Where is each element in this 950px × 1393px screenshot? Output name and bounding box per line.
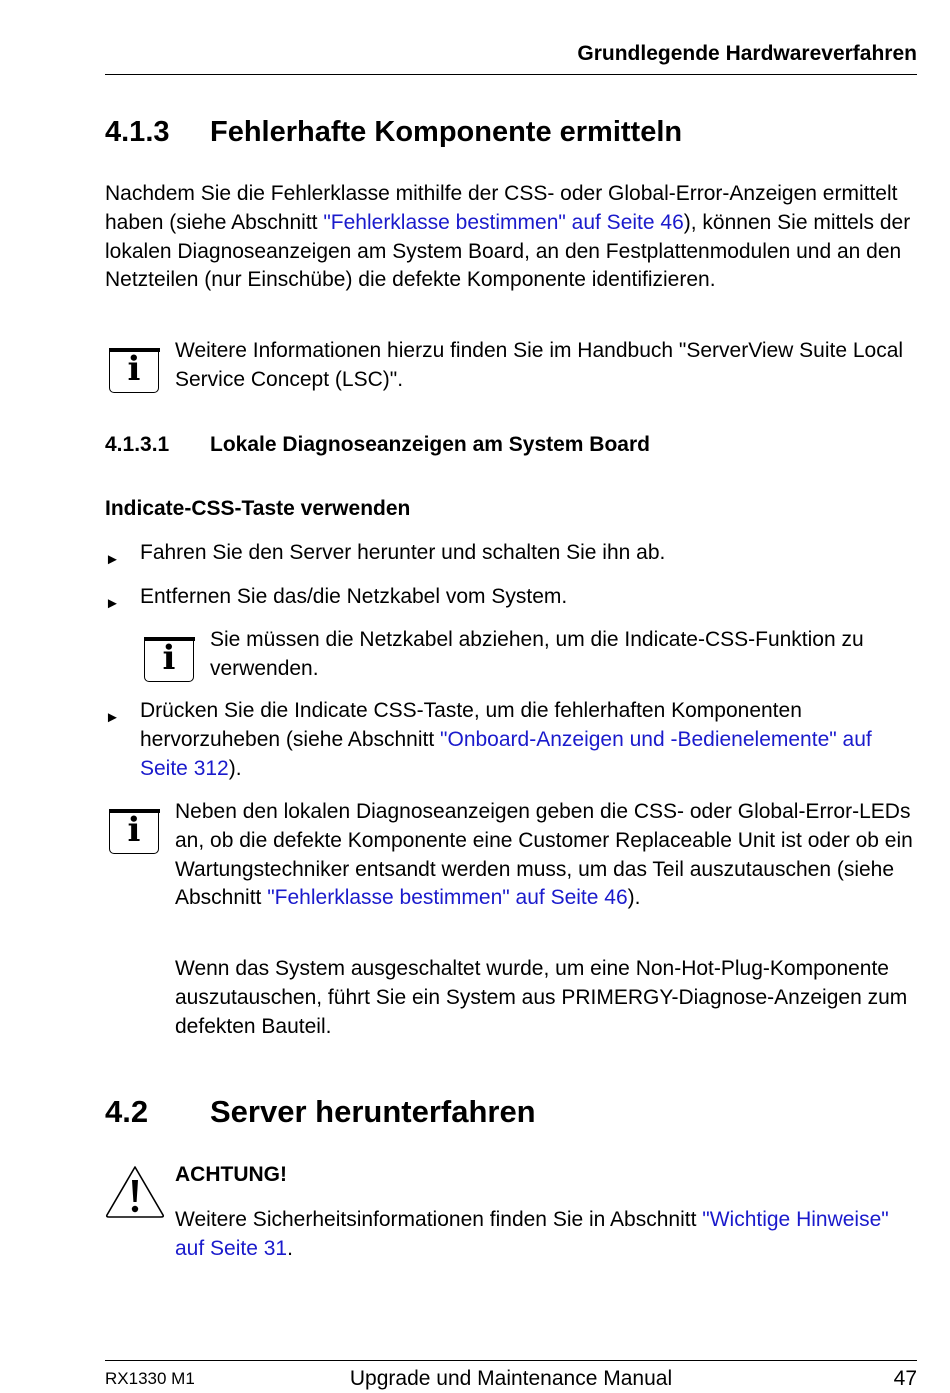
- section-title: Server herunterfahren: [210, 1094, 536, 1129]
- section-title: Fehlerhafte Komponente ermitteln: [210, 116, 683, 148]
- bullet-arrow-icon: ►: [105, 595, 120, 612]
- section-number: 4.2: [105, 1094, 149, 1129]
- footer-page-number: 47: [893, 1367, 917, 1390]
- step-remove-cable: [105, 583, 917, 613]
- step-text: Fahren Sie den Server herunter und schalten Sie ihn ab.: [140, 541, 666, 564]
- step-text: Entfernen Sie das/die Netzkabel vom System.: [140, 585, 568, 608]
- info-icon: i: [109, 348, 159, 393]
- note-unplug-cables: Sie müssen die Netzkabel abziehen, um die Indicate-CSS-Funktion zu verwenden.: [210, 628, 864, 680]
- step-shutdown: [105, 539, 917, 569]
- page-footer: [105, 1360, 917, 1393]
- note-non-hot-plug: Wenn das System ausgeschaltet wurde, um eine Non-Hot-Plug-Komponente auszutauschen, führt Sie ein System aus PRIMERGY-Diagnose-Anzeigen zum defekten Bauteil.: [175, 957, 908, 1038]
- bullet-arrow-icon: ►: [105, 709, 120, 726]
- intro-paragraph: [105, 180, 917, 295]
- intro-text-2: ), können Sie mittels der lokalen Diagnoseanzeigen am System Board, an den Festplattenmodulen und an den Netzteilen (nur Einschübe) die defekte Komponente identifizieren.: [105, 210, 911, 292]
- bullet-arrow-icon: ►: [105, 551, 120, 568]
- caution-text: Weitere Sicherheitsinformationen finden Sie in Abschnitt "Wichtige Hinweise" auf Seite 31.: [175, 1208, 889, 1260]
- link-fehlerklasse-bestimmen[interactable]: "Fehlerklasse bestimmen" auf Seite 46: [323, 210, 684, 234]
- section-heading-4-1-3: [105, 116, 917, 152]
- link-wichtige-hinweise[interactable]: "Wichtige Hinweise" auf Seite 31: [175, 1208, 889, 1260]
- intro-text-1: Nachdem Sie die Fehlerklasse mithilfe der CSS- oder Global-Error-Anzeigen ermittelt haben (siehe Abschnitt: [105, 182, 898, 234]
- note-css-leds: Neben den lokalen Diagnoseanzeigen geben die CSS- oder Global-Error-LEDs an, ob die defekte Komponente eine Customer Replaceable Unit ist oder ob ein Wartungstechniker entsandt werden muss, um das Teil auszutauschen (siehe Abschnitt "Fehlerklasse bestimmen" auf Seite 46).: [175, 800, 913, 910]
- caution-label: ACHTUNG!: [175, 1163, 287, 1186]
- section-number: 4.1.3.1: [105, 433, 170, 456]
- footer-model: RX1330 M1: [105, 1369, 195, 1388]
- section-heading-4-2: [105, 1094, 917, 1130]
- step-text: Drücken Sie die Indicate CSS-Taste, um die fehlerhaften Komponenten hervorzuheben (siehe Abschnitt "Onboard-Anzeigen und -Bedienelemente" auf Seite 312).: [140, 699, 872, 780]
- section-heading-4-1-3-1: [105, 433, 917, 461]
- subheading-indicate-css: Indicate-CSS-Taste verwenden: [105, 497, 411, 520]
- note-lsc-handbook: Weitere Informationen hierzu finden Sie im Handbuch "ServerView Suite Local Service Concept (LSC)".: [175, 339, 904, 391]
- warning-triangle-icon: [104, 1164, 166, 1220]
- step-press-indicate: [105, 697, 917, 787]
- info-icon: i: [144, 637, 194, 682]
- section-number: 4.1.3: [105, 116, 170, 148]
- link-onboard-anzeigen[interactable]: "Onboard-Anzeigen und -Bedienelemente" auf Seite 312: [140, 727, 872, 780]
- link-fehlerklasse-bestimmen[interactable]: "Fehlerklasse bestimmen" auf Seite 46: [267, 886, 628, 910]
- page-header: [105, 40, 917, 75]
- info-icon: i: [109, 809, 159, 854]
- section-title: Lokale Diagnoseanzeigen am System Board: [210, 433, 650, 456]
- footer-manual-title: Upgrade und Maintenance Manual: [349, 1367, 673, 1390]
- running-header-title: Grundlegende Hardwareverfahren: [577, 42, 917, 65]
